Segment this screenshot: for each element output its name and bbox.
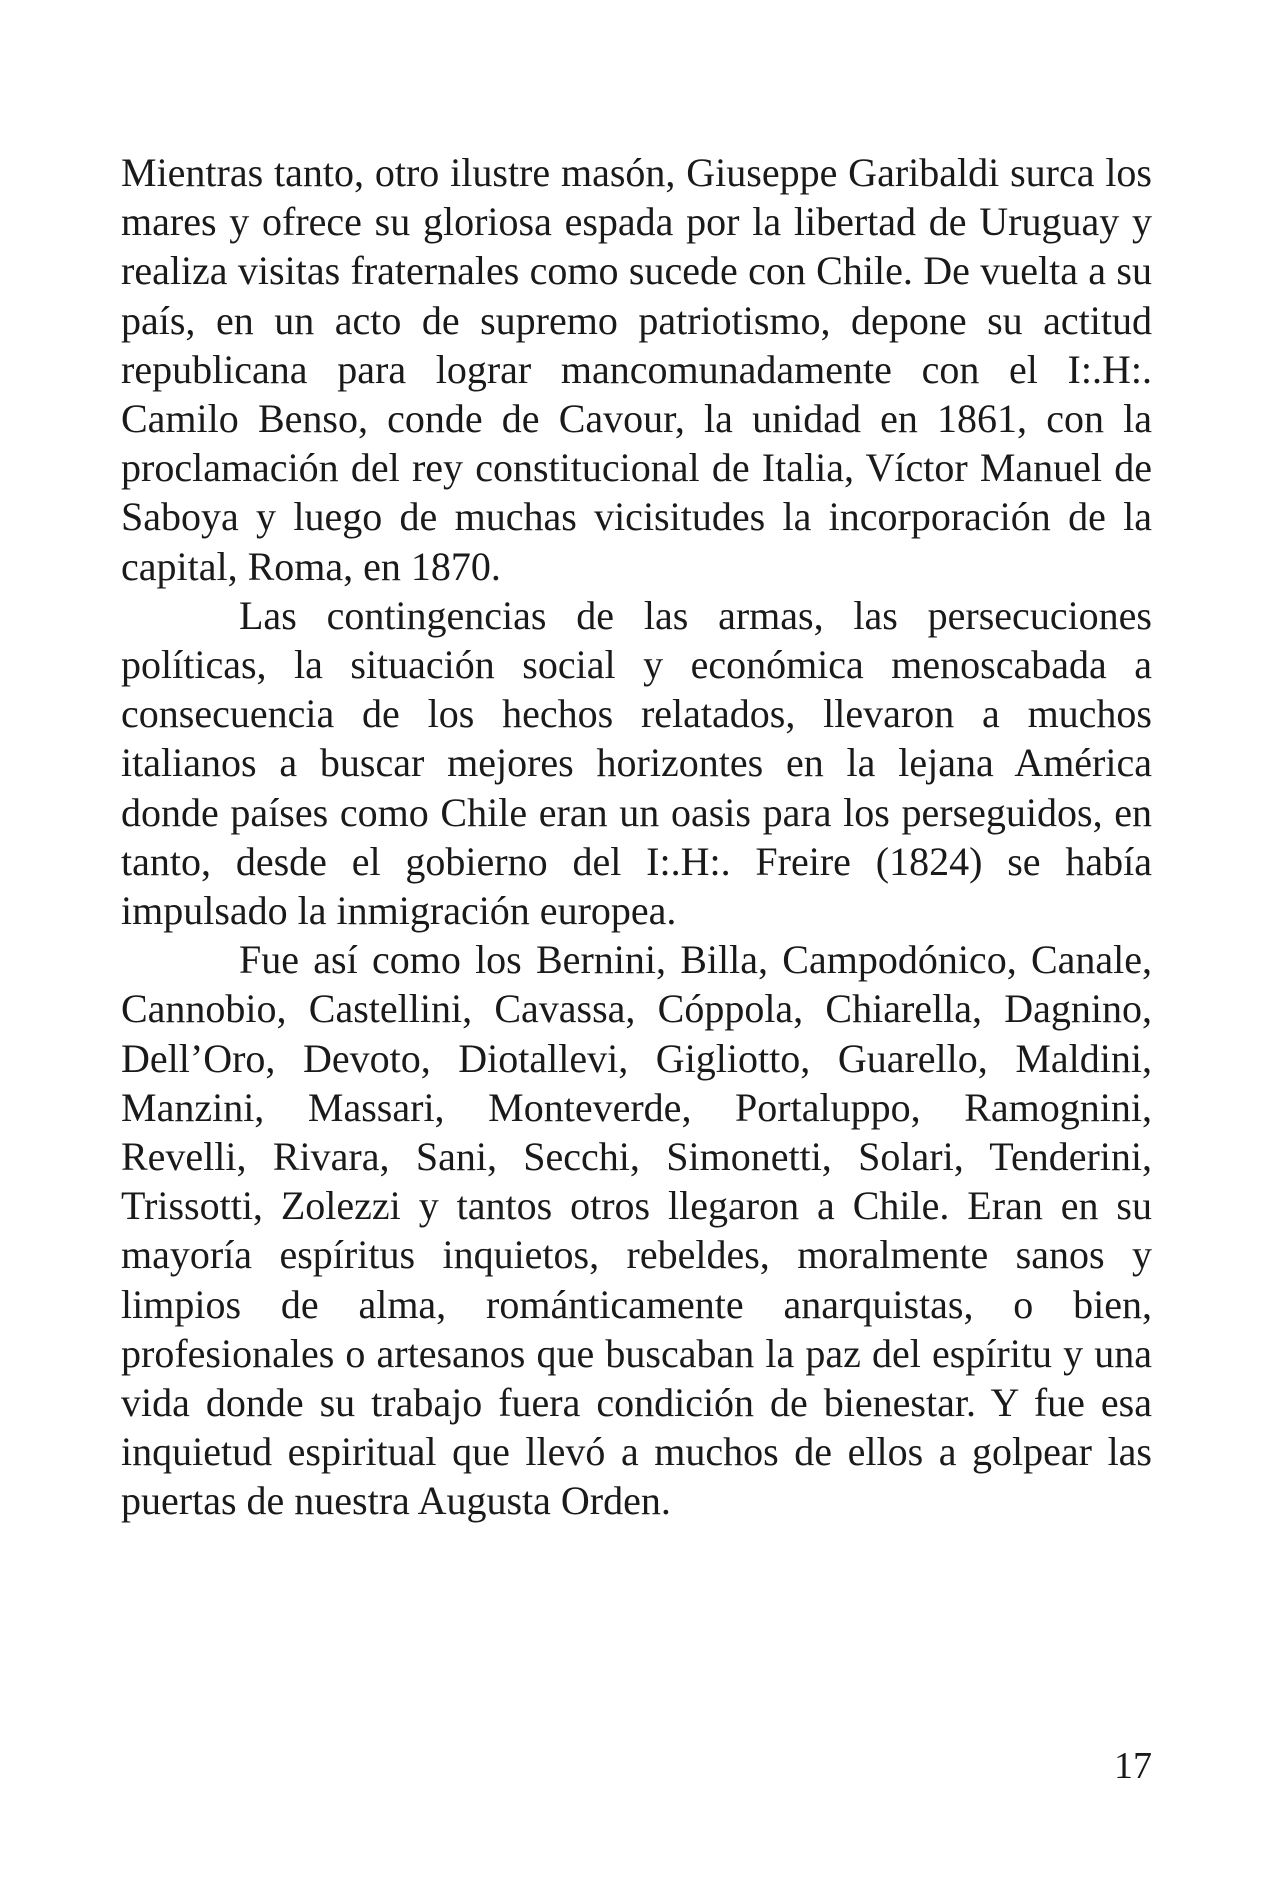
paragraph-garibaldi: Mientras tanto, otro ilustre masón, Giuseppe Garibaldi surca los mares y ofrece su gloriosa espada por la libertad de Uruguay y realiza visitas fraternales como sucede con Chile. De vuelta a su país, en un acto de supremo patriotismo, depone su actitud republicana para lograr mancomunadamente con el I:.H:. Camilo Benso, conde de Cavour, la unidad en 1861, con la proclamación del rey constitucional de Italia, Víctor Manuel de Saboya y luego de muchas vicisitudes la incorporación de la capital, Roma, en 1870.	[121, 150, 1152, 589]
paragraph-inmigrantes: Fue así como los Bernini, Billa, Campodónico, Canale, Cannobio, Castellini, Cavassa, Cóppola, Chiarella, Dagnino, Dell’Oro, Devoto, Diotallevi, Gigliotto, Guarello, Maldini, Manzini, Massari, Monteverde, Portaluppo, Ramognini, Revelli, Rivara, Sani, Secchi, Simonetti, Solari, Tenderini, Trissotti, Zolezzi y tantos otros llegaron a Chile. Eran en su mayoría espíritus inquietos, rebeldes, moralmente sanos y limpios de alma, románticamente anarquistas, o bien, profesionales o artesanos que buscaban la paz del espíritu y una vida donde su trabajo fuera condición de bienestar. Y fue esa inquietud espiritual que llevó a muchos de ellos a golpear las puertas de nuestra Augusta Orden.	[121, 937, 1152, 1524]
paragraph-contingencias: Las contingencias de las armas, las persecuciones políticas, la situación social y económica menoscabada a consecuencia de los hechos relatados, llevaron a muchos italianos a buscar mejores horizontes en la lejana América donde países como Chile eran un oasis para los perseguidos, en tanto, desde el gobierno del I:.H:. Freire (1824) se había impulsado la inmigración europea.	[121, 592, 1152, 934]
page-number: 17	[1114, 1745, 1152, 1787]
body-text	[121, 148, 1152, 1526]
